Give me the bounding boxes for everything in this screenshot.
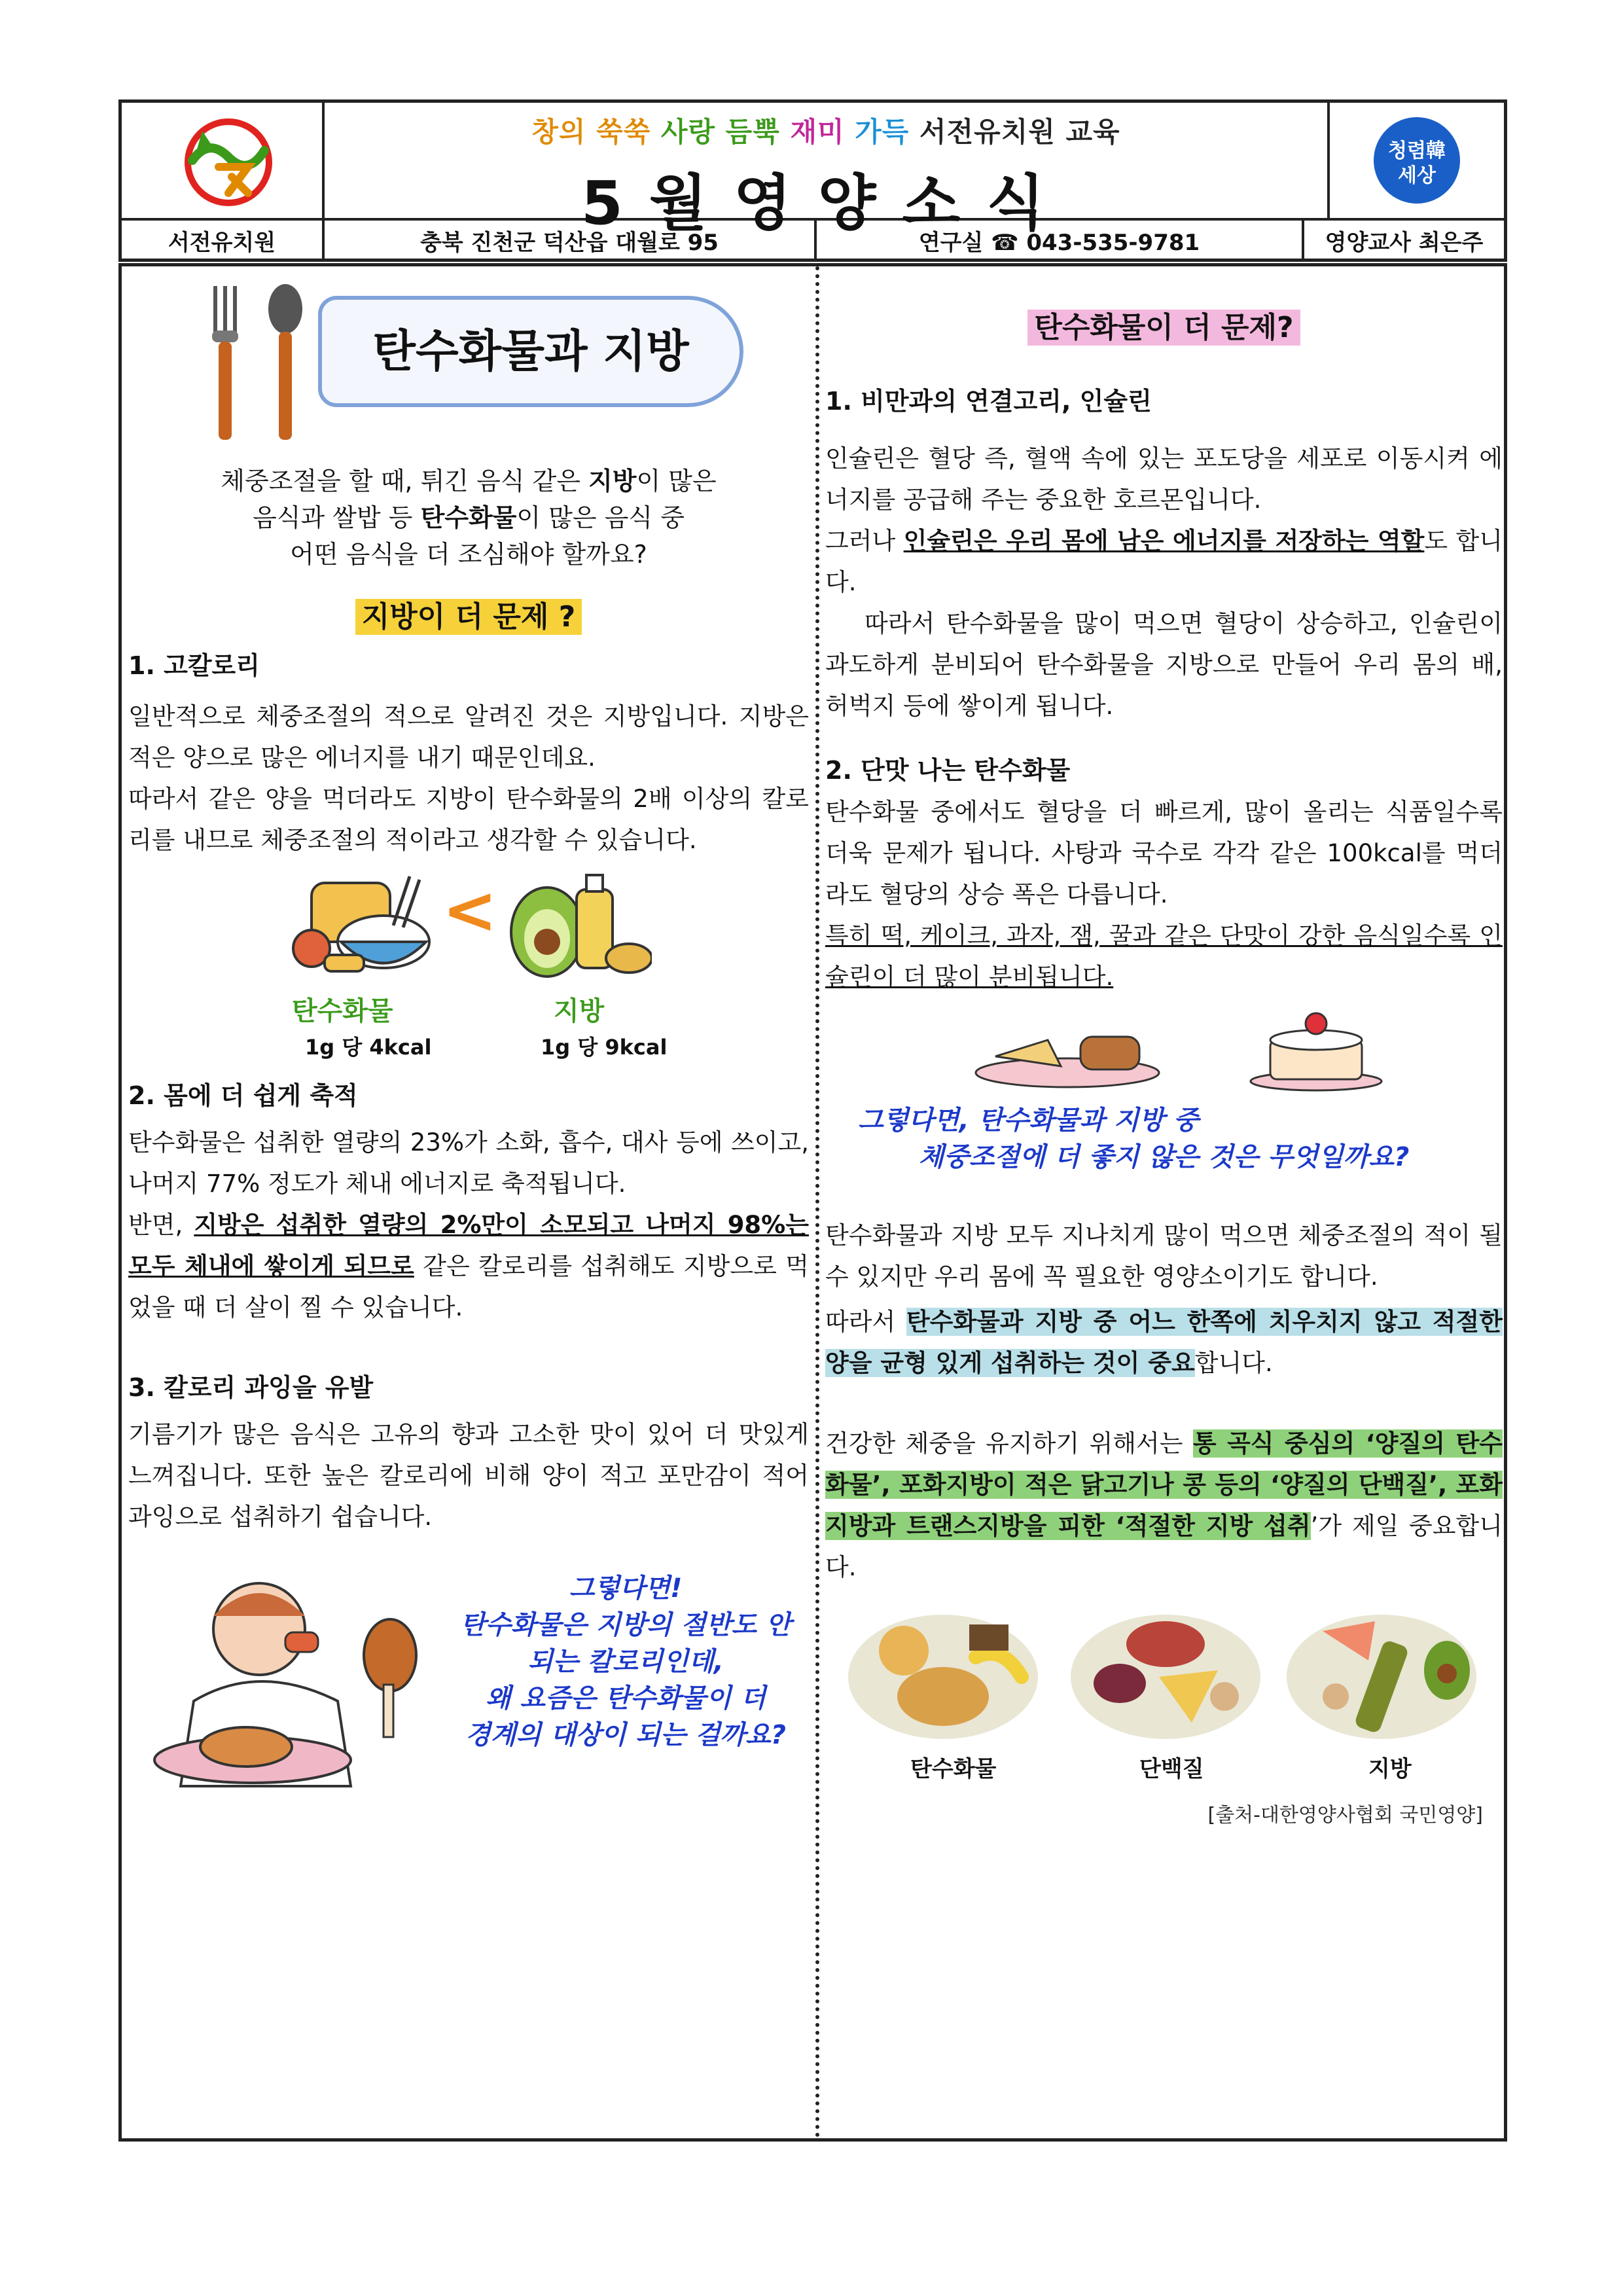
r3-paragraph-2-a: 따라서 (825, 1308, 906, 1336)
intro-line-1-c: 이 많은 (636, 467, 717, 495)
food-groups (825, 1598, 1503, 1795)
r4-paragraph-a: 건강한 체중을 유지하기 위해서는 (825, 1429, 1193, 1458)
food-label-protein: 단백질 (1139, 1756, 1204, 1782)
r1-paragraph-1: 인슐린은 혈당 즉, 혈액 속에 있는 포도당을 세포로 이동시켜 에너지를 공급해 주는 중요한 호르몬입니다. (825, 444, 1503, 514)
rice-cake-icon (969, 1011, 1166, 1089)
s2-paragraph-2-a: 반면, (128, 1211, 194, 1239)
slogan (325, 111, 1327, 150)
fat-food-icon (501, 870, 652, 981)
left-question-line-3: 되는 칼로리인데, (527, 1647, 724, 1677)
section-title-right-wrap (825, 307, 1503, 350)
school-logo (122, 103, 325, 218)
fork-spoon-icon (194, 279, 318, 443)
section-title-left-wrap (128, 596, 809, 639)
content (118, 263, 1507, 2142)
food-label-carb: 탄수화물 (910, 1756, 997, 1782)
s1-title: 1. 고칼로리 (128, 651, 260, 680)
section-title-right: 탄수화물이 더 문제? (1027, 310, 1300, 346)
carb-kcal: 1g 당 4kcal (305, 1035, 432, 1060)
header (118, 99, 1507, 262)
intro-line-2-a: 음식과 쌀밥 등 (253, 503, 421, 532)
section-title-left: 지방이 더 문제 ? (355, 599, 582, 635)
eating-man-icon (128, 1570, 429, 1793)
fat-plate-icon (1283, 1605, 1480, 1742)
s2-title: 2. 몸에 더 쉽게 축적 (128, 1081, 358, 1110)
slogan-part-3: 재미 (790, 116, 855, 148)
source-note: [출처-대한영양사협회 국민영양] (1207, 1804, 1483, 1827)
integrity-logo-icon (1364, 111, 1469, 209)
s1-paragraph-2: 따라서 같은 양을 먹더라도 지방이 탄수화물의 2배 이상의 칼로리를 내므로 체중조절의 적이라고 생각할 수 있습니다. (128, 785, 809, 854)
left-column (128, 266, 809, 1812)
school-logo-icon (156, 111, 287, 209)
r3-paragraph-1: 탄수화물과 지방 모두 지나치게 많이 먹으면 체중조절의 적이 될 수 있지만 우리 몸에 꼭 필요한 영양소이기도 합니다. (825, 1221, 1503, 1291)
compare-symbol: < (442, 872, 497, 948)
intro-line-3: 어떤 음식을 더 조심해야 할까요? (290, 540, 647, 569)
r1-paragraph-2-c: 도 합니다. (825, 527, 1503, 596)
school-address: 충북 진천군 덕산읍 대월로 95 (325, 221, 817, 260)
page-title: 5월영양소식 (580, 168, 1071, 238)
r2-paragraph-1: 탄수화물 중에서도 혈당을 더 빠르게, 많이 올리는 식품일수록 더욱 문제가 됩니다. 사탕과 국수로 각각 같은 100kcal를 먹더라도 혈당의 상승 폭은 다릅니다. (825, 798, 1503, 908)
r2-paragraph-2: 특히 떡, 케이크, 과자, 잼, 꿀과 같은 단맛이 강한 음식일수록 인슐린이 더 많이 분비됩니다. (825, 922, 1503, 991)
overeating-block (128, 1551, 809, 1812)
teacher-name: 영양교사 최은주 (1325, 229, 1484, 256)
intro-line-2 (128, 499, 809, 536)
carbohydrate-plate-icon (845, 1605, 1041, 1742)
r1-paragraph-2 (825, 520, 1503, 603)
s2-paragraph-2-b: 지방은 섭취한 열량의 2%만이 소모되고 나머지 98%는 모두 체내에 쌓이게 되므로 (128, 1211, 809, 1280)
banner-title: 탄수화물과 지방 (372, 325, 689, 378)
r3-paragraph-2 (825, 1301, 1503, 1384)
slogan-part-2: 사랑 듬뿍 (660, 116, 791, 148)
food-label-fat: 지방 (1368, 1756, 1412, 1782)
left-question-line-5: 경계의 대상이 되는 걸까요? (465, 1720, 787, 1750)
right-question-line-1: 그렇다면, 탄수화물과 지방 중 (858, 1105, 1199, 1136)
carbohydrate-food-icon (285, 870, 436, 981)
intro-line-1-b: 지방 (588, 467, 637, 495)
intro-text (128, 463, 809, 573)
fat-label: 지방 (554, 996, 605, 1026)
r1-paragraph-2-b: 인슐린은 우리 몸에 남은 에너지를 저장하는 역할 (903, 527, 1425, 555)
r4-paragraph (825, 1423, 1503, 1588)
s1-paragraph-1: 일반적으로 체중조절의 적으로 알려진 것은 지방입니다. 지방은 적은 양으로 많은 에너지를 내기 때문인데요. (128, 702, 809, 772)
svg-text:세상: 세상 (1398, 164, 1436, 187)
calorie-compare (128, 870, 809, 1066)
column-divider (815, 266, 819, 2138)
r1-title: 1. 비만과의 연결고리, 인슐린 (825, 387, 1152, 416)
fat-kcal: 1g 당 9kcal (541, 1035, 668, 1060)
r1-paragraph-3: 따라서 탄수화물을 많이 먹으면 혈당이 상승하고, 인슐린이 과도하게 분비되어 탄수화물을 지방으로 만들어 우리 몸의 배, 허벅지 등에 쌓이게 됩니다. (825, 609, 1503, 720)
header-top (122, 103, 1504, 238)
r2-title: 2. 단맛 나는 탄수화물 (825, 756, 1071, 785)
slogan-part-4: 가득 (855, 116, 919, 148)
intro-line-1-a: 체중조절을 할 때, 튀긴 음식 같은 (221, 467, 589, 495)
r3-paragraph-2-c: 합니다. (1194, 1349, 1273, 1377)
banner-frame (318, 296, 743, 407)
intro-line-2-b: 탄수화물 (420, 503, 517, 532)
cake-icon (1244, 1004, 1388, 1092)
s2-paragraph-2-c: 같은 칼로리를 섭취해도 지방으로 먹었을 때 더 살이 찔 수 있습니다. (128, 1252, 809, 1321)
left-question-line-4: 왜 요즘은 탄수화물이 더 (485, 1683, 766, 1713)
s3-title: 3. 칼로리 과잉을 유발 (128, 1373, 374, 1402)
sweets-illustration (825, 1004, 1503, 1096)
r4-paragraph-c: ’가 제일 중요합니다. (825, 1512, 1503, 1581)
left-question-line-2: 탄수화물은 지방의 절반도 안 (460, 1610, 791, 1640)
left-question-line-1: 그렇다면! (569, 1573, 683, 1604)
banner (128, 266, 809, 450)
right-question (825, 1102, 1503, 1175)
s2-paragraph-1: 탄수화물은 섭취한 열량의 23%가 소화, 흡수, 대사 등에 쓰이고, 나머지 77% 정도가 체내 에너지로 축적됩니다. (128, 1128, 809, 1198)
r3-paragraph-2-b: 탄수화물과 지방 중 어느 한쪽에 치우치지 않고 적절한 양을 균형 있게 섭취하는 것이 중요 (825, 1308, 1503, 1377)
s3-paragraph-1: 기름기가 많은 음식은 고유의 향과 고소한 맛이 있어 더 맛있게 느껴집니다. 또한 높은 칼로리에 비해 양이 적고 포만감이 적어 과잉으로 섭취하기 쉽습니다. (128, 1420, 809, 1531)
slogan-part-1: 창의 쑥쑥 (531, 116, 661, 148)
right-column (825, 266, 1503, 1836)
s2-paragraph-2 (128, 1204, 809, 1328)
header-info-row (122, 221, 1504, 260)
intro-line-2-c: 이 많은 음식 중 (516, 503, 685, 532)
phone-number: 연구실 ☎ 043-535-9781 (817, 221, 1304, 260)
slogan-part-5: 서전유치원 교육 (919, 116, 1120, 148)
integrity-logo (1327, 103, 1504, 218)
svg-text:청렴韓: 청렴韓 (1388, 139, 1446, 162)
left-question (436, 1570, 815, 1753)
r4-paragraph-b: 통 곡식 중심의 ‘양질의 탄수화물’, 포화지방이 적은 닭고기나 콩 등의 ‘양질의 단백질’, 포화지방과 트랜스지방을 피한 ‘적절한 지방 섭취 (825, 1429, 1503, 1540)
carb-label: 탄수화물 (292, 996, 393, 1026)
right-question-line-2: 체중조절에 더 좋지 않은 것은 무엇일까요? (918, 1142, 1410, 1172)
protein-plate-icon (1067, 1605, 1264, 1742)
school-name: 서전유치원 (122, 221, 325, 260)
r1-paragraph-2-a: 그러나 (825, 527, 904, 555)
intro-line-1 (128, 463, 809, 499)
